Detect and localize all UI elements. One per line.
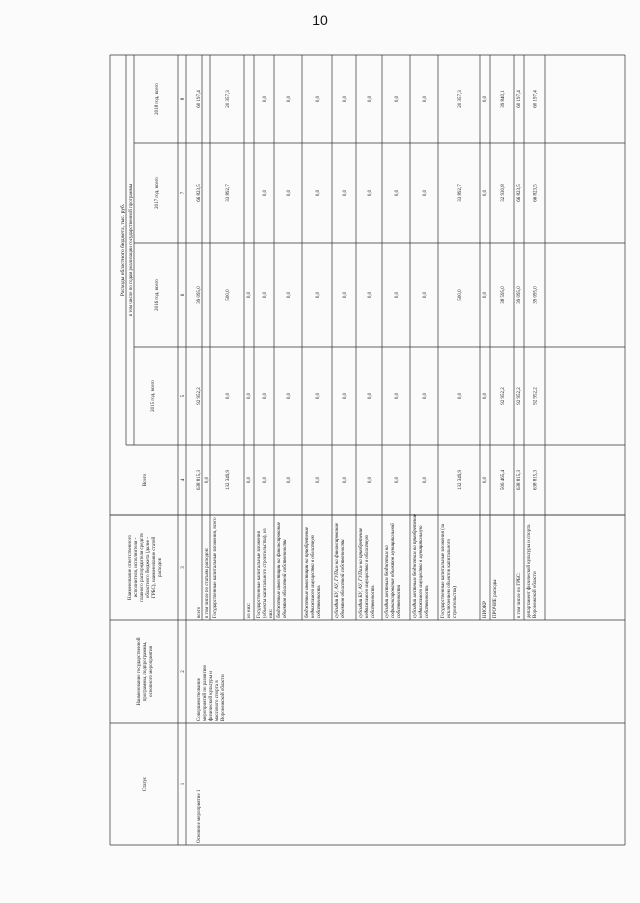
row-value: 0,0 <box>368 95 373 103</box>
row-value: 0,0 <box>395 189 400 197</box>
row-value: 0,0 <box>368 392 373 400</box>
row-value: 0,0 <box>483 291 489 299</box>
column-number: 6 <box>181 293 186 297</box>
row-value: 0,0 <box>247 291 253 299</box>
column-number: 2 <box>181 670 186 673</box>
row-value: 92 952,2 <box>533 387 539 405</box>
column-header: 2017 год, всего <box>155 177 160 209</box>
row-value: 0,0 <box>263 291 268 299</box>
row-value: 0,0 <box>287 189 292 197</box>
row-value: 0,0 <box>343 189 348 197</box>
row-value: 500,0 <box>458 289 463 301</box>
row-value: 0,0 <box>423 392 428 400</box>
row-value: 0,0 <box>483 392 489 400</box>
column-header: 2016 год, всего <box>155 279 160 311</box>
row-label: в том числе по ГРБС: <box>517 572 522 618</box>
row-label: субсидии БУ, АУ, ГУПам на приобретениенедвижимого имущества в областнуюсобственность <box>359 527 376 618</box>
row-value: 0,0 <box>316 95 321 103</box>
column-number: 7 <box>181 191 186 195</box>
row-value: 0,0 <box>395 476 400 484</box>
row-value: 0,0 <box>287 291 292 299</box>
row-value: 0,0 <box>247 476 253 484</box>
row-value: 0,0 <box>226 392 231 400</box>
row-value: 638 815,3 <box>517 470 523 490</box>
column-header: Статус <box>143 776 148 792</box>
row-value: 92 952,2 <box>501 387 506 405</box>
row-value: 0,0 <box>395 392 400 400</box>
row-value: 0,0 <box>368 291 373 299</box>
row-value: 39 840,1 <box>501 90 506 108</box>
row-value: 32 930,8 <box>501 184 506 202</box>
row-value: 0,0 <box>483 95 489 103</box>
row-value: 0,0 <box>263 392 268 400</box>
row-value: 20 357,3 <box>226 90 231 108</box>
row-value: 60 197,4 <box>517 90 523 108</box>
row-value: 0,0 <box>287 392 292 400</box>
row-value: 0,0 <box>423 476 428 484</box>
column-header: Всего <box>143 473 148 487</box>
row-value: 132 349,9 <box>226 470 231 490</box>
row-label: Государственные капитальные вложения (заисключением объектов капитальногостроительства) <box>441 524 458 618</box>
row-label: департамент физической культуры и спортаВоронежской области <box>527 524 538 618</box>
row-value: 66 823,5 <box>533 184 539 202</box>
row-value: 33 892,7 <box>226 184 231 202</box>
row-label: всего <box>197 606 202 618</box>
row-value: 0,0 <box>423 291 428 299</box>
row-value: 0,0 <box>395 291 400 299</box>
column-number: 8 <box>181 97 186 101</box>
row-value: 0,0 <box>423 95 428 103</box>
row-value: 39 095,0 <box>533 286 539 304</box>
row-value: 0,0 <box>316 476 321 484</box>
row-value: 0,0 <box>263 189 268 197</box>
row-value: 0,0 <box>458 392 463 400</box>
row-label: субсидии местным бюджетам на приобретениенедвижимого имущества в муниципальнуюсобственность <box>413 513 430 618</box>
row-value: 0,0 <box>247 392 253 400</box>
row-value: 33 892,7 <box>458 184 463 202</box>
row-value: 0,0 <box>343 291 348 299</box>
row-value: 0,0 <box>395 95 400 103</box>
column-number: 5 <box>181 394 186 398</box>
row-value: 0,0 <box>263 95 268 103</box>
row-value: 0,0 <box>287 476 292 484</box>
row-value: 0,0 <box>343 476 348 484</box>
column-header: 2015 год, всего <box>151 380 156 412</box>
program-name-cell: Совершенствованиемероприятий по развитиюфизической культуры имассового спорта вВоронежской области <box>197 664 226 721</box>
row-label: Государственные капитальные вложения(объекты капитального строительства), изних: <box>257 528 274 618</box>
row-label: Государственные капитальные вложения, всего <box>213 517 218 618</box>
row-value: 638 815,3 <box>533 470 539 490</box>
row-value: 0,0 <box>343 392 348 400</box>
row-label: НИОКР <box>483 601 488 618</box>
row-value: 0,0 <box>316 189 321 197</box>
column-header: 2018 год, всего <box>155 83 160 115</box>
row-value: 0,0 <box>368 189 373 197</box>
row-value: 66 823,5 <box>197 184 203 202</box>
row-value: 60 197,4 <box>197 90 203 108</box>
row-value: 66 823,5 <box>517 184 523 202</box>
column-number: 1 <box>181 782 186 786</box>
row-value: 0,0 <box>423 189 428 197</box>
column-header: Наименование ответственногоисполнителя, исполнителя -главного распорядителя средствобластного бюджета (далее -ГРБС), наименование статейрасходов <box>128 533 163 602</box>
column-header: Наименование государственнойпрограммы, подпрограммы,основного мероприятия <box>137 637 154 706</box>
row-value: 60 197,4 <box>533 90 539 108</box>
header-budget-title: Расходы областного бюджета, тыс. руб. <box>120 203 126 297</box>
row-label: субсидии БУ, АУ, ГУПам на финансированиеобъектов областной собственности <box>335 522 346 618</box>
row-value: 92 952,2 <box>197 387 203 405</box>
row-value: 132 349,9 <box>458 470 463 490</box>
row-value: 20 357,3 <box>458 90 463 108</box>
row-value: 39 095,0 <box>197 286 203 304</box>
row-value: 0,0 <box>316 392 321 400</box>
header-years-title: в том числе по годам реализации государственной программы <box>129 183 134 317</box>
row-value: 0,0 <box>368 476 373 484</box>
row-label: субсидии местным бюджетам насофинансирование объектов муниципальнойсобственности <box>385 523 402 618</box>
row-value: 0,0 <box>343 95 348 103</box>
row-value: 638 815,3 <box>197 470 203 490</box>
row-value: 0,0 <box>483 476 489 484</box>
row-value: 39 095,0 <box>517 286 523 304</box>
row-label: ПРОЧИЕ расходы <box>493 579 498 618</box>
row-value: 0,0 <box>263 476 268 484</box>
row-value: 0,0 <box>316 291 321 299</box>
status-cell: Основное мероприятие 1 <box>197 789 202 843</box>
row-label: бюджетные инвестиции на финансированиеобъектов областной собственности <box>277 522 288 618</box>
row-value: 38 595,0 <box>501 286 506 304</box>
row-value: 0,0 <box>205 476 211 484</box>
page-number: 10 <box>312 12 328 28</box>
row-value: 92 952,2 <box>517 387 523 405</box>
column-number: 3 <box>181 566 186 569</box>
row-value: 0,0 <box>287 95 292 103</box>
row-value: 506 465,4 <box>501 470 506 490</box>
row-label: бюджетные инвестиции на приобретениенедвижимого имущества в областнуюсобственность <box>305 526 322 618</box>
row-value: 0,0 <box>483 189 489 197</box>
column-number: 4 <box>181 478 186 482</box>
row-label: из них: <box>247 602 252 618</box>
row-value: 500,0 <box>226 289 231 301</box>
row-label: в том числе по статьям расходов: <box>205 547 210 618</box>
